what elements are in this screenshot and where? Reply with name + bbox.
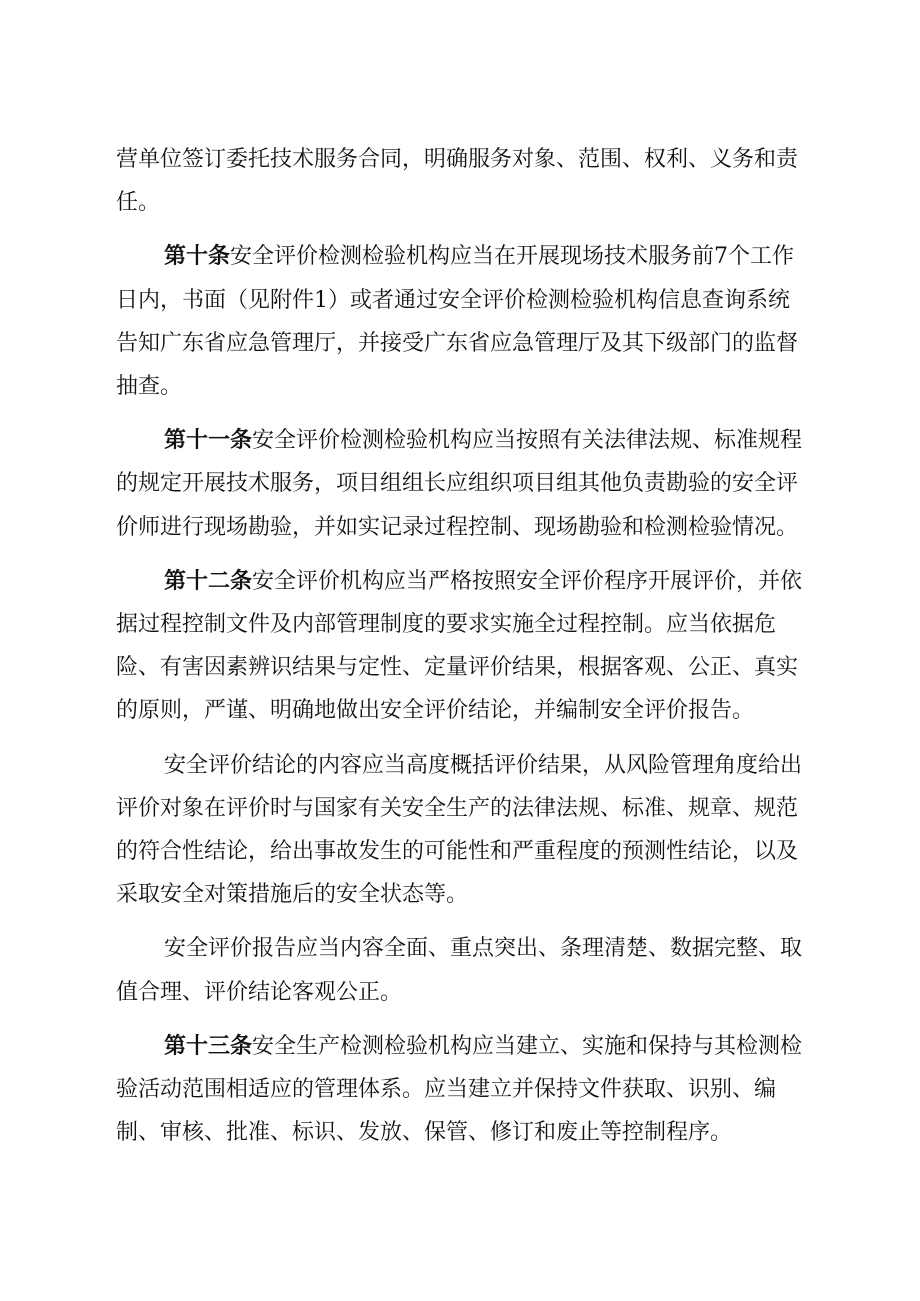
article-heading: 第十条 (164, 243, 231, 270)
document-body (116, 138, 806, 1165)
paragraph-continuation (116, 138, 806, 224)
article-heading: 第十一条 (164, 427, 253, 454)
paragraph-text: 安全生产检测检验机构应当建立、实施和保持与其检测检验活动范围相适应的管理体系。应当建立并保持文件获取、识别、编制、审核、批准、标识、发放、保管、修订和废止等控制程序。 (116, 1033, 803, 1146)
paragraph-text: 安全评价机构应当严格按照安全评价程序开展评价，并依据过程控制文件及内部管理制度的要求实施全过程控制。应当依据危险、有害因素辨识结果与定性、定量评价结果，根据客观、公正、真实的原则，严谨、明确地做出安全评价结论，并编制安全评价报告。 (116, 568, 803, 724)
paragraph-text: 营单位签订委托技术服务合同，明确服务对象、范围、权利、义务和责任。 (116, 147, 799, 216)
paragraph-text: 安全评价检测检验机构应当在开展现场技术服务前7个工作日内，书面（见附件1）或者通过安全评价检测检验机构信息查询系统告知广东省应急管理厅，并接受广东省应急管理厅及其下级部门的监督抽查。 (116, 244, 799, 400)
article-10 (116, 235, 806, 408)
article-heading: 第十二条 (164, 567, 253, 594)
paragraph-text: 安全评价报告应当内容全面、重点突出、条理清楚、数据完整、取值合理、评价结论客观公正。 (116, 936, 803, 1005)
article-13 (116, 1025, 806, 1155)
paragraph-evaluation-report (116, 927, 806, 1013)
article-12 (116, 560, 806, 733)
paragraph-text: 安全评价检测检验机构应当按照有关法律法规、标准规程的规定开展技术服务，项目组组长应组织项目组其他负责勘验的安全评价师进行现场勘验，并如实记录过程控制、现场勘验和检测检验情况。 (116, 428, 803, 540)
paragraph-evaluation-conclusion (116, 744, 806, 917)
article-heading: 第十三条 (164, 1032, 253, 1059)
article-11 (116, 419, 806, 549)
paragraph-text: 安全评价结论的内容应当高度概括评价结果，从风险管理角度给出评价对象在评价时与国家有关安全生产的法律法规、标准、规章、规范的符合性结论，给出事故发生的可能性和严重程度的预测性结论，以及采取安全对策措施后的安全状态等。 (116, 752, 803, 908)
